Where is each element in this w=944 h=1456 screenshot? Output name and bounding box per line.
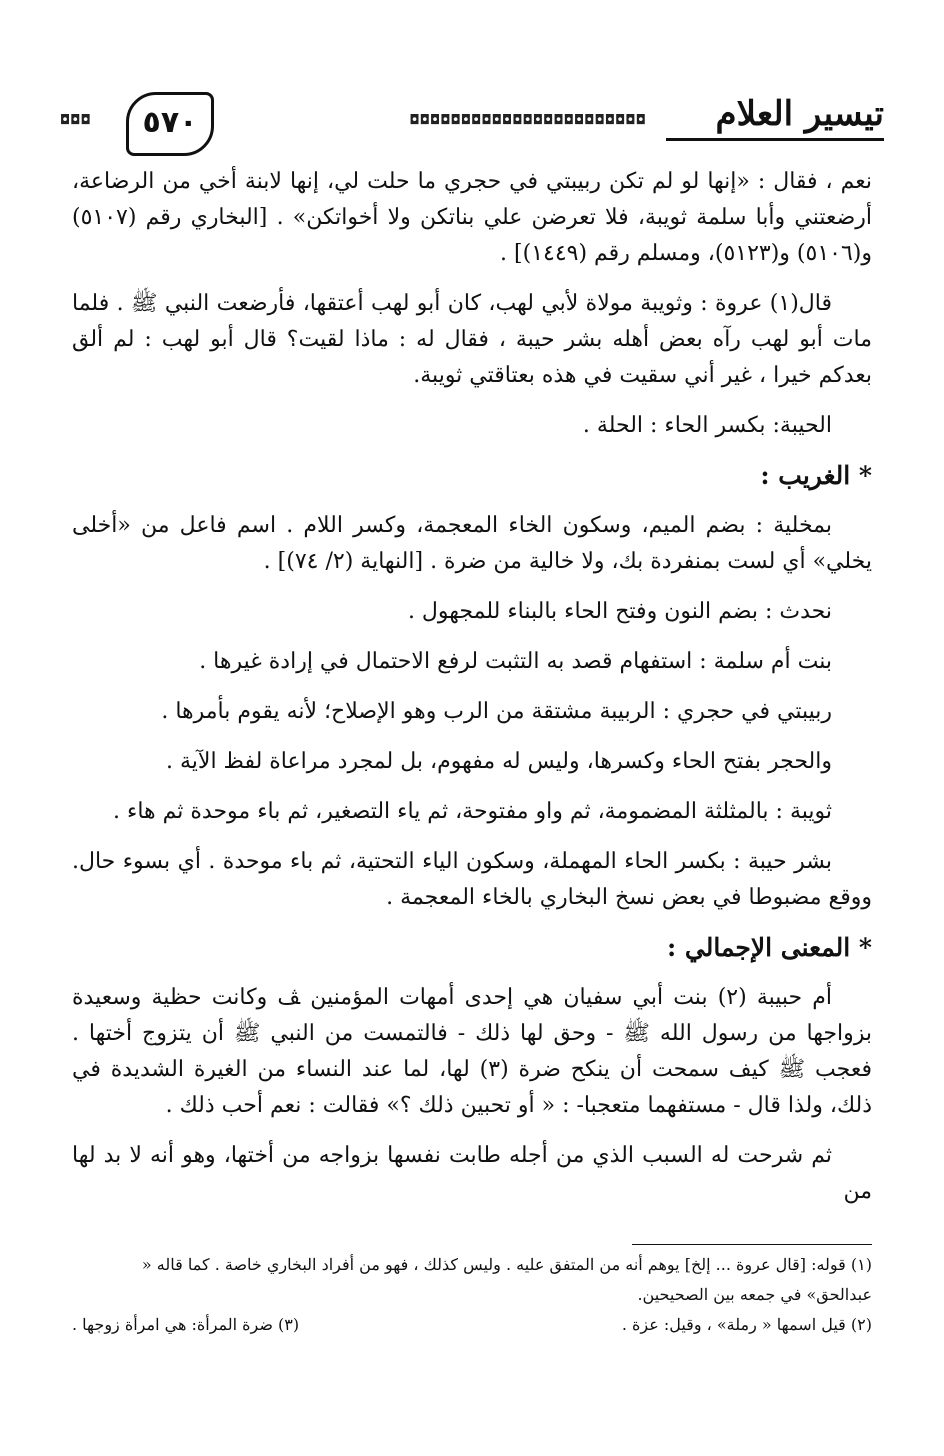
definition-rabibati: ربيبتي في حجري : الربيبة مشتقة من الرب وهو الإصلاح؛ لأنه يقوم بأمرها .	[161, 699, 832, 724]
section-heading-meaning: * المعنى الإجمالي :	[666, 933, 872, 962]
definition-bint-umm-salama: بنت أم سلمة : استفهام قصد به التثبت لرفع الاحتمال في إرادة غيرها .	[199, 649, 832, 674]
paragraph-hiba: الحيبة: بكسر الحاء : الحلة .	[582, 413, 832, 438]
footnote-rule	[632, 1244, 872, 1245]
definition-mukhliya: بمخلية : بضم الميم، وسكون الخاء المعجمة، وكسر اللام . اسم فاعل من «أخلى يخلي» أي لست بمنفردة بك، ولا خالية من ضرة . [النهاية (٢/ ٧٤)] .	[72, 513, 872, 574]
footnotes	[72, 1250, 872, 1340]
header-ornament-short: ◘◘◘	[60, 113, 91, 128]
definition-sharr-hiba: بشر حيبة : بكسر الحاء المهملة، وسكون الياء التحتية، ثم باء موحدة . أي بسوء حال. ووقع مضبوطا في بعض نسخ البخاري بالخاء المعجمة .	[72, 849, 872, 910]
footnote-1: (١) قوله: [قال عروة ... إلخ] يوهم أنه من المتفق عليه . وليس كذلك ، فهو من أفراد البخاري خاصة . كما قاله « عبدالحق» في جمعه بين الصحيحين.	[141, 1255, 872, 1304]
paragraph-meaning-1: أم حبيبة (٢) بنت أبي سفيان هي إحدى أمهات المؤمنين ﭫ وكانت حظية وسعيدة بزواجها من رسول الله ﷺ - وحق لها ذلك - فالتمست من النبي ﷺ أن يتزوج أختها . فعجب ﷺ كيف سمحت أن ينكح ضرة (٣) لها، لما عند النساء من الغيرة الشديدة في ذلك، ولذا قال - مستفهما متعجبا- : « أو تحبين ذلك ؟» فقالت : نعم أحب ذلك .	[72, 985, 872, 1118]
definition-nuhaddath: نحدث : بضم النون وفتح الحاء بالبناء للمجهول .	[407, 599, 832, 624]
page-number: ٥٧٠	[126, 92, 214, 156]
page-header	[60, 92, 884, 154]
footnote-row	[72, 1310, 872, 1340]
paragraph-urwa: قال(١) عروة : وثويبة مولاة لأبي لهب، كان أبو لهب أعتقها، فأرضعت النبي ﷺ . فلما مات أبو لهب رآه بعض أهله بشر حيبة ، فقال له : ماذا لقيت؟ قال أبو لهب : لم ألق بعدكم خيرا ، غير أني سقيت في هذه بعتاقتي ثويبة.	[72, 291, 872, 388]
title-underline	[666, 138, 884, 141]
paragraph-hadith: نعم ، فقال : «إنها لو لم تكن ربيبتي في حجري ما حلت لي، إنها لابنة أخي من الرضاعة، أرضعتني وأبا سلمة ثويبة، فلا تعرضن علي بناتكن ولا أخواتكن» . [البخاري رقم (٥١٠٧) و(٥١٠٦) و(٥١٢٣)، ومسلم رقم (١٤٤٩)] .	[72, 169, 872, 266]
definition-thuwayba: ثويبة : بالمثلثة المضمومة، ثم واو مفتوحة، ثم ياء التصغير، ثم باء موحدة ثم هاء .	[113, 799, 832, 824]
book-title: تيسير العلام	[715, 94, 884, 134]
definition-hijr: والحجر بفتح الحاء وكسرها، وليس له مفهوم، بل لمجرد مراعاة لفظ الآية .	[166, 749, 832, 774]
page-body	[72, 164, 872, 1224]
footnote-3: (٣) ضرة المرأة: هي امرأة زوجها .	[72, 1315, 300, 1334]
section-heading-gharib: * الغريب :	[760, 461, 872, 490]
header-ornament-long: ◘◘◘◘◘◘◘◘◘◘◘◘◘◘◘◘◘◘◘◘◘◘◘	[409, 113, 646, 128]
paragraph-meaning-2: ثم شرحت له السبب الذي من أجله طابت نفسها بزواجه من أختها، وهو أنه لا بد لها من	[72, 1143, 872, 1204]
footnote-2: (٢) قيل اسمها « رملة» ، وقيل: عزة .	[621, 1315, 872, 1334]
